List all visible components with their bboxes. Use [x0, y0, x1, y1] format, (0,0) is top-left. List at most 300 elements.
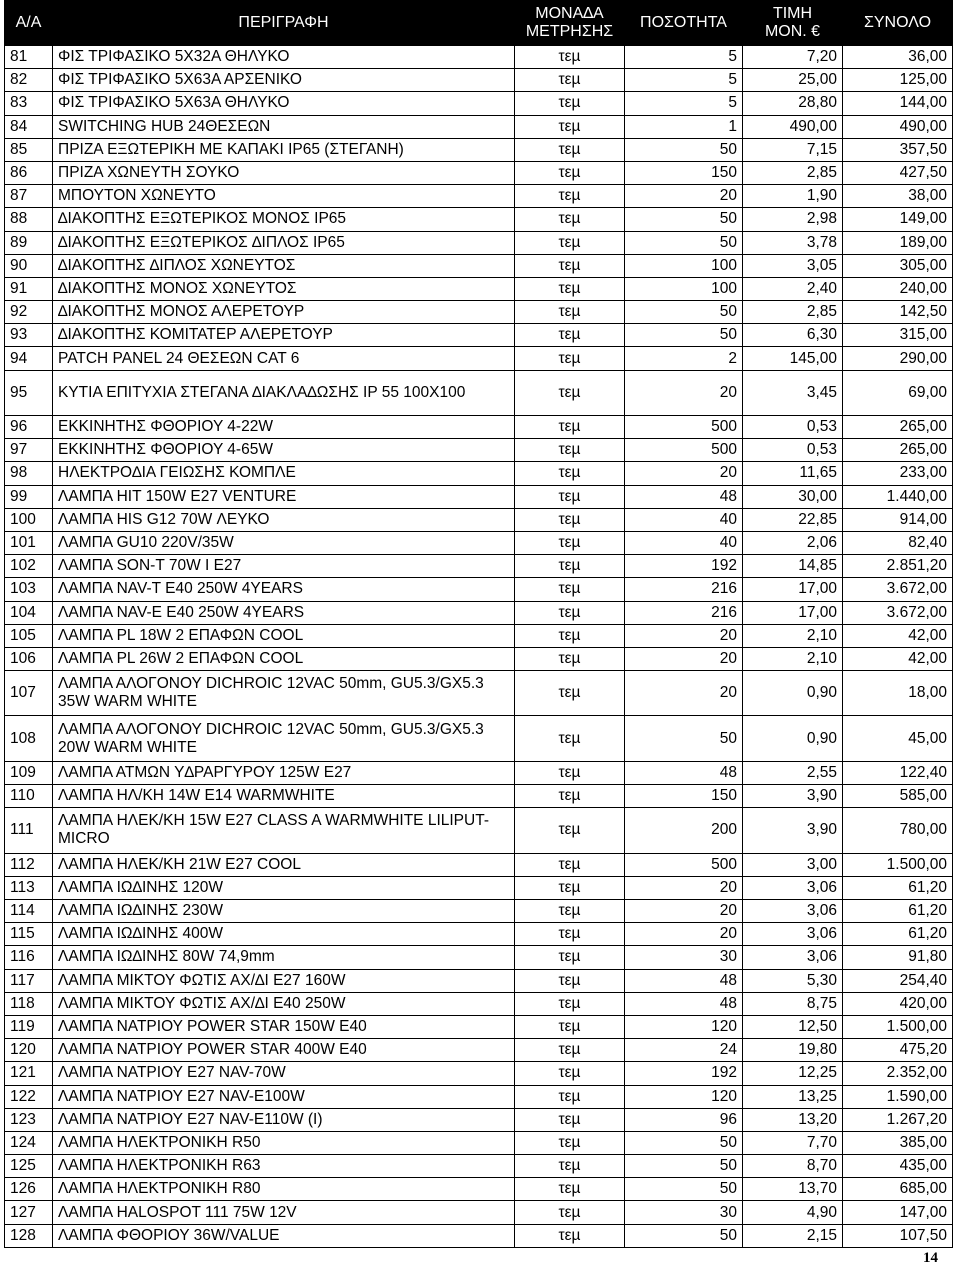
cell-number: 105: [5, 624, 53, 647]
cell-unit-price: 7,70: [743, 1131, 843, 1154]
cell-total: 585,00: [843, 785, 953, 808]
cell-quantity: 120: [625, 1015, 743, 1038]
cell-description: ∆ΙΑΚΟΠΤΗΣ ΜΟΝΟΣ ΧΩΝΕΥΤΟΣ: [53, 277, 515, 300]
cell-quantity: 216: [625, 578, 743, 601]
table-row: [5, 347, 953, 370]
cell-description: ΛΑΜΠΑ ΗΛ/ΚΗ 14W E14 WARMWHITE: [53, 785, 515, 808]
cell-description: ΛΑΜΠΑ ΙΩ∆ΙΝΗΣ 400W: [53, 923, 515, 946]
cell-total: 42,00: [843, 624, 953, 647]
cell-description: ∆ΙΑΚΟΠΤΗΣ ∆ΙΠΛΟΣ ΧΩΝΕΥΤΟΣ: [53, 254, 515, 277]
cell-quantity: 500: [625, 853, 743, 876]
header-description: ΠΕΡΙΓΡΑΦΗ: [53, 1, 515, 46]
cell-unit-price: 3,06: [743, 923, 843, 946]
price-table: [4, 0, 953, 1248]
cell-unit-price: 2,85: [743, 161, 843, 184]
table-row: [5, 601, 953, 624]
cell-description: ΛΑΜΠΑ ΝΑΤΡΙΟΥ E27 NAV-70W: [53, 1062, 515, 1085]
cell-description: ΛΑΜΠΑ GU10 220V/35W: [53, 531, 515, 554]
cell-unit-price: 17,00: [743, 578, 843, 601]
header-unit-line2: ΜΕΤΡΗΣΗΣ: [525, 23, 614, 40]
table-row: [5, 1108, 953, 1131]
cell-number: 114: [5, 900, 53, 923]
cell-total: 189,00: [843, 231, 953, 254]
cell-description: ΛΑΜΠΑ PL 18W 2 ΕΠΑΦΩΝ COOL: [53, 624, 515, 647]
cell-number: 83: [5, 92, 53, 115]
cell-total: 1.440,00: [843, 485, 953, 508]
cell-number: 115: [5, 923, 53, 946]
cell-number: 98: [5, 462, 53, 485]
cell-number: 91: [5, 277, 53, 300]
table-row: [5, 439, 953, 462]
cell-description: ΦΙΣ ΤΡΙΦΑΣΙΚΟ 5Χ32Α ΘΗΛΥΚΟ: [53, 46, 515, 69]
cell-total: 420,00: [843, 992, 953, 1015]
cell-unit-price: 13,70: [743, 1178, 843, 1201]
table-row: [5, 370, 953, 415]
cell-quantity: 40: [625, 531, 743, 554]
cell-total: 107,50: [843, 1224, 953, 1247]
cell-unit: τεµ: [515, 1085, 625, 1108]
cell-unit-price: 3,06: [743, 946, 843, 969]
cell-quantity: 216: [625, 601, 743, 624]
cell-description: ΦΙΣ ΤΡΙΦΑΣΙΚΟ 5Χ63Α ΑΡΣΕΝΙΚΟ: [53, 69, 515, 92]
cell-unit-price: 3,05: [743, 254, 843, 277]
table-row: [5, 1201, 953, 1224]
cell-description: ΦΙΣ ΤΡΙΦΑΣΙΚΟ 5Χ63Α ΘΗΛΥΚΟ: [53, 92, 515, 115]
cell-quantity: 50: [625, 208, 743, 231]
cell-total: 1.500,00: [843, 853, 953, 876]
cell-description: ΛΑΜΠΑ ΗΛΕΚ/ΚΗ 21W E27 COOL: [53, 853, 515, 876]
cell-description: ΛΑΜΠΑ NAV-E E40 250W 4YEARS: [53, 601, 515, 624]
cell-unit-price: 2,85: [743, 301, 843, 324]
cell-total: 36,00: [843, 46, 953, 69]
cell-description: ΠΡΙΖΑ ΕΞΩΤΕΡΙΚΗ ΜΕ ΚΑΠΑΚΙ IP65 (ΣΤΕΓΑΝΗ): [53, 138, 515, 161]
cell-unit-price: 4,90: [743, 1201, 843, 1224]
cell-number: 101: [5, 531, 53, 554]
cell-total: 91,80: [843, 946, 953, 969]
cell-unit: τεµ: [515, 161, 625, 184]
cell-unit: τεµ: [515, 923, 625, 946]
cell-number: 104: [5, 601, 53, 624]
table-row: [5, 1039, 953, 1062]
cell-total: 233,00: [843, 462, 953, 485]
cell-total: 42,00: [843, 647, 953, 670]
cell-number: 119: [5, 1015, 53, 1038]
table-row: [5, 69, 953, 92]
cell-unit: τεµ: [515, 208, 625, 231]
cell-total: 240,00: [843, 277, 953, 300]
cell-description: SWITCHING HUB 24ΘΕΣΕΩΝ: [53, 115, 515, 138]
cell-unit: τεµ: [515, 647, 625, 670]
cell-total: 475,20: [843, 1039, 953, 1062]
cell-quantity: 120: [625, 1085, 743, 1108]
cell-quantity: 20: [625, 923, 743, 946]
cell-description: ∆ΙΑΚΟΠΤΗΣ ΕΞΩΤΕΡΙΚΟΣ ΜΟΝΟΣ IP65: [53, 208, 515, 231]
cell-description: ΛΑΜΠΑ ΝΑΤΡΙΟΥ POWER STAR 400W E40: [53, 1039, 515, 1062]
cell-total: 18,00: [843, 671, 953, 716]
cell-total: 1.590,00: [843, 1085, 953, 1108]
cell-total: 125,00: [843, 69, 953, 92]
cell-quantity: 50: [625, 138, 743, 161]
cell-quantity: 50: [625, 1131, 743, 1154]
cell-unit: τεµ: [515, 716, 625, 761]
cell-number: 111: [5, 808, 53, 853]
table-row: [5, 716, 953, 761]
cell-description: ∆ΙΑΚΟΠΤΗΣ ΕΞΩΤΕΡΙΚΟΣ ∆ΙΠΛΟΣ IP65: [53, 231, 515, 254]
table-row: [5, 969, 953, 992]
cell-unit-price: 8,70: [743, 1155, 843, 1178]
cell-total: 914,00: [843, 508, 953, 531]
cell-description: ΗΛΕΚΤΡΟ∆ΙΑ ΓΕΙΩΣΗΣ ΚΟΜΠΛΕ: [53, 462, 515, 485]
cell-number: 99: [5, 485, 53, 508]
cell-number: 113: [5, 876, 53, 899]
cell-unit: τεµ: [515, 992, 625, 1015]
cell-number: 120: [5, 1039, 53, 1062]
cell-unit: τεµ: [515, 1108, 625, 1131]
cell-quantity: 20: [625, 647, 743, 670]
cell-number: 118: [5, 992, 53, 1015]
cell-number: 84: [5, 115, 53, 138]
cell-quantity: 50: [625, 301, 743, 324]
cell-total: 305,00: [843, 254, 953, 277]
cell-description: PATCH PANEL 24 ΘΕΣΕΩΝ CAT 6: [53, 347, 515, 370]
cell-number: 81: [5, 46, 53, 69]
cell-description: ΛΑΜΠΑ ΗΛΕΚΤΡΟΝΙΚΗ R63: [53, 1155, 515, 1178]
table-row: [5, 531, 953, 554]
cell-number: 108: [5, 716, 53, 761]
cell-description: ΛΑΜΠΑ ΙΩ∆ΙΝΗΣ 120W: [53, 876, 515, 899]
cell-unit: τεµ: [515, 324, 625, 347]
table-row: [5, 508, 953, 531]
cell-quantity: 50: [625, 324, 743, 347]
cell-unit: τεµ: [515, 254, 625, 277]
cell-unit-price: 3,06: [743, 900, 843, 923]
table-row: [5, 485, 953, 508]
cell-number: 128: [5, 1224, 53, 1247]
cell-number: 103: [5, 578, 53, 601]
header-total: ΣΥΝΟΛΟ: [843, 1, 953, 46]
cell-total: 315,00: [843, 324, 953, 347]
cell-unit-price: 3,90: [743, 808, 843, 853]
cell-total: 254,40: [843, 969, 953, 992]
table-row: [5, 1224, 953, 1247]
cell-quantity: 100: [625, 254, 743, 277]
table-row: [5, 578, 953, 601]
table-row: [5, 46, 953, 69]
cell-description: ΛΑΜΠΑ ΜΙΚΤΟΥ ΦΩΤΙΣ ΑΧ/∆Ι Ε27 160W: [53, 969, 515, 992]
cell-unit-price: 5,30: [743, 969, 843, 992]
table-row: [5, 138, 953, 161]
cell-unit-price: 8,75: [743, 992, 843, 1015]
cell-unit: τεµ: [515, 876, 625, 899]
table-row: [5, 1155, 953, 1178]
cell-quantity: 48: [625, 485, 743, 508]
cell-number: 112: [5, 853, 53, 876]
page-number: 14: [923, 1250, 938, 1266]
cell-unit: τεµ: [515, 555, 625, 578]
table-row: [5, 853, 953, 876]
cell-total: 427,50: [843, 161, 953, 184]
cell-description: ∆ΙΑΚΟΠΤΗΣ ΚΟΜΙΤΑΤΕΡ ΑΛΕΡΕΤΟΥΡ: [53, 324, 515, 347]
cell-unit-price: 2,06: [743, 531, 843, 554]
cell-unit: τεµ: [515, 301, 625, 324]
table-row: [5, 185, 953, 208]
cell-quantity: 20: [625, 462, 743, 485]
cell-quantity: 192: [625, 1062, 743, 1085]
cell-unit: τεµ: [515, 439, 625, 462]
table-row: [5, 301, 953, 324]
cell-total: 685,00: [843, 1178, 953, 1201]
cell-number: 126: [5, 1178, 53, 1201]
cell-description: ΛΑΜΠΑ ΝΑΤΡΙΟΥ E27 NAV-E110W (I): [53, 1108, 515, 1131]
table-row: [5, 161, 953, 184]
table-row: [5, 647, 953, 670]
cell-total: 357,50: [843, 138, 953, 161]
cell-unit-price: 0,53: [743, 439, 843, 462]
cell-total: 45,00: [843, 716, 953, 761]
cell-description: ΛΑΜΠΑ ΦΘΟΡΙΟΥ 36W/VALUE: [53, 1224, 515, 1247]
cell-total: 3.672,00: [843, 601, 953, 624]
cell-unit: τεµ: [515, 277, 625, 300]
cell-unit-price: 3,78: [743, 231, 843, 254]
table-body: [5, 46, 953, 1248]
cell-total: 122,40: [843, 761, 953, 784]
cell-description: ΛΑΜΠΑ ΜΙΚΤΟΥ ΦΩΤΙΣ ΑΧ/∆Ι Ε40 250W: [53, 992, 515, 1015]
cell-quantity: 192: [625, 555, 743, 578]
header-price: [743, 1, 843, 46]
cell-description: ΛΑΜΠΑ HALOSPOT 111 75W 12V: [53, 1201, 515, 1224]
cell-description: ΛΑΜΠΑ ΑΛΟΓΟΝΟΥ DICHROIC 12VAC 50mm, GU5.3/GX5.3 20W WARM WHITE: [53, 716, 515, 761]
cell-description: ΛΑΜΠΑ ΗΛΕΚ/ΚΗ 15W E27 CLASS A WARMWHITE LILIPUT-MICRO: [53, 808, 515, 853]
cell-description: ΛΑΜΠΑ PL 26W 2 ΕΠΑΦΩΝ COOL: [53, 647, 515, 670]
cell-unit: τεµ: [515, 138, 625, 161]
cell-quantity: 150: [625, 161, 743, 184]
cell-unit-price: 13,25: [743, 1085, 843, 1108]
cell-unit: τεµ: [515, 1224, 625, 1247]
table-row: [5, 92, 953, 115]
cell-unit-price: 2,10: [743, 624, 843, 647]
cell-unit: τεµ: [515, 416, 625, 439]
cell-quantity: 20: [625, 624, 743, 647]
table-row: [5, 231, 953, 254]
cell-unit-price: 14,85: [743, 555, 843, 578]
cell-unit: τεµ: [515, 853, 625, 876]
table-row: [5, 624, 953, 647]
cell-total: 82,40: [843, 531, 953, 554]
cell-unit-price: 1,90: [743, 185, 843, 208]
cell-number: 89: [5, 231, 53, 254]
cell-quantity: 500: [625, 439, 743, 462]
cell-unit-price: 17,00: [743, 601, 843, 624]
cell-quantity: 5: [625, 92, 743, 115]
cell-total: 490,00: [843, 115, 953, 138]
cell-number: 124: [5, 1131, 53, 1154]
cell-unit: τεµ: [515, 69, 625, 92]
cell-unit: τεµ: [515, 761, 625, 784]
cell-number: 90: [5, 254, 53, 277]
header-aa: Α/Α: [5, 1, 53, 46]
cell-quantity: 20: [625, 876, 743, 899]
cell-description: ΛΑΜΠΑ ΗΛΕΚΤΡΟΝΙΚΗ R50: [53, 1131, 515, 1154]
cell-description: ΕΚΚΙΝΗΤΗΣ ΦΘΟΡΙΟΥ 4-22W: [53, 416, 515, 439]
cell-unit-price: 2,55: [743, 761, 843, 784]
table-row: [5, 946, 953, 969]
cell-unit: τεµ: [515, 231, 625, 254]
cell-unit: τεµ: [515, 462, 625, 485]
cell-unit-price: 0,53: [743, 416, 843, 439]
table-row: [5, 555, 953, 578]
table-row: [5, 785, 953, 808]
table-row: [5, 761, 953, 784]
cell-unit-price: 2,15: [743, 1224, 843, 1247]
cell-unit: τεµ: [515, 578, 625, 601]
cell-quantity: 50: [625, 231, 743, 254]
cell-unit: τεµ: [515, 1062, 625, 1085]
cell-description: ΛΑΜΠΑ NAV-T E40 250W 4YEARS: [53, 578, 515, 601]
cell-unit-price: 6,30: [743, 324, 843, 347]
cell-number: 96: [5, 416, 53, 439]
cell-description: ΛΑΜΠΑ ΝΑΤΡΙΟΥ E27 NAV-E100W: [53, 1085, 515, 1108]
cell-description: ΛΑΜΠΑ HIS G12 70W ΛΕΥΚΟ: [53, 508, 515, 531]
cell-quantity: 48: [625, 992, 743, 1015]
table-row: [5, 1178, 953, 1201]
cell-description: ΕΚΚΙΝΗΤΗΣ ΦΘΟΡΙΟΥ 4-65W: [53, 439, 515, 462]
cell-unit-price: 145,00: [743, 347, 843, 370]
table-row: [5, 876, 953, 899]
cell-quantity: 20: [625, 370, 743, 415]
cell-unit: τεµ: [515, 115, 625, 138]
cell-unit: τεµ: [515, 508, 625, 531]
cell-unit-price: 2,10: [743, 647, 843, 670]
cell-number: 87: [5, 185, 53, 208]
cell-description: ∆ΙΑΚΟΠΤΗΣ ΜΟΝΟΣ ΑΛΕΡΕΤΟΥΡ: [53, 301, 515, 324]
cell-unit-price: 3,06: [743, 876, 843, 899]
cell-total: 61,20: [843, 900, 953, 923]
table-row: [5, 115, 953, 138]
cell-quantity: 50: [625, 1178, 743, 1201]
cell-number: 92: [5, 301, 53, 324]
table-row: [5, 808, 953, 853]
cell-unit: τεµ: [515, 92, 625, 115]
cell-total: 1.267,20: [843, 1108, 953, 1131]
cell-quantity: 20: [625, 185, 743, 208]
cell-description: ΛΑΜΠΑ ΗΛΕΚΤΡΟΝΙΚΗ R80: [53, 1178, 515, 1201]
cell-unit: τεµ: [515, 347, 625, 370]
cell-unit: τεµ: [515, 785, 625, 808]
cell-quantity: 5: [625, 46, 743, 69]
cell-description: ΛΑΜΠΑ ΝΑΤΡΙΟΥ POWER STAR 150W E40: [53, 1015, 515, 1038]
cell-total: 265,00: [843, 416, 953, 439]
table-row: [5, 1131, 953, 1154]
cell-total: 3.672,00: [843, 578, 953, 601]
table-row: [5, 1062, 953, 1085]
cell-total: 69,00: [843, 370, 953, 415]
cell-quantity: 48: [625, 969, 743, 992]
cell-quantity: 40: [625, 508, 743, 531]
cell-unit-price: 13,20: [743, 1108, 843, 1131]
cell-quantity: 150: [625, 785, 743, 808]
cell-unit: τεµ: [515, 531, 625, 554]
table-row: [5, 992, 953, 1015]
cell-description: ΛΑΜΠΑ ΑΛΟΓΟΝΟΥ DICHROIC 12VAC 50mm, GU5.3/GX5.3 35W WARM WHITE: [53, 671, 515, 716]
cell-quantity: 2: [625, 347, 743, 370]
cell-unit: τεµ: [515, 185, 625, 208]
cell-total: 149,00: [843, 208, 953, 231]
cell-unit: τεµ: [515, 1039, 625, 1062]
cell-number: 117: [5, 969, 53, 992]
table-row: [5, 923, 953, 946]
cell-quantity: 50: [625, 1155, 743, 1178]
cell-unit-price: 7,15: [743, 138, 843, 161]
cell-total: 1.500,00: [843, 1015, 953, 1038]
cell-unit: τεµ: [515, 370, 625, 415]
cell-number: 82: [5, 69, 53, 92]
cell-unit: τεµ: [515, 485, 625, 508]
cell-quantity: 500: [625, 416, 743, 439]
cell-number: 100: [5, 508, 53, 531]
cell-unit: τεµ: [515, 1015, 625, 1038]
cell-quantity: 1: [625, 115, 743, 138]
cell-quantity: 50: [625, 716, 743, 761]
header-price-line2: ΜΟΝ. €: [764, 23, 821, 40]
cell-unit-price: 0,90: [743, 716, 843, 761]
cell-unit: τεµ: [515, 946, 625, 969]
header-unit-line1: ΜΟΝΑ∆Α: [535, 5, 604, 22]
cell-unit-price: 2,98: [743, 208, 843, 231]
cell-unit: τεµ: [515, 808, 625, 853]
cell-quantity: 30: [625, 946, 743, 969]
cell-unit-price: 3,90: [743, 785, 843, 808]
cell-unit: τεµ: [515, 1201, 625, 1224]
cell-description: ΜΠΟΥΤΟΝ ΧΩΝΕΥΤΟ: [53, 185, 515, 208]
cell-description: ΛΑΜΠΑ SON-T 70W I E27: [53, 555, 515, 578]
cell-number: 127: [5, 1201, 53, 1224]
cell-unit-price: 0,90: [743, 671, 843, 716]
table-row: [5, 900, 953, 923]
cell-total: 435,00: [843, 1155, 953, 1178]
cell-description: ΛΑΜΠΑ ΑΤΜΩΝ Υ∆ΡΑΡΓΥΡΟΥ 125W E27: [53, 761, 515, 784]
cell-unit-price: 30,00: [743, 485, 843, 508]
cell-quantity: 96: [625, 1108, 743, 1131]
header-quantity: ΠΟΣΟΤΗΤΑ: [625, 1, 743, 46]
cell-number: 110: [5, 785, 53, 808]
cell-unit: τεµ: [515, 46, 625, 69]
cell-number: 94: [5, 347, 53, 370]
table-row: [5, 277, 953, 300]
cell-quantity: 200: [625, 808, 743, 853]
cell-number: 107: [5, 671, 53, 716]
cell-number: 121: [5, 1062, 53, 1085]
table-row: [5, 254, 953, 277]
cell-description: ΛΑΜΠΑ ΙΩ∆ΙΝΗΣ 230W: [53, 900, 515, 923]
cell-total: 780,00: [843, 808, 953, 853]
cell-number: 97: [5, 439, 53, 462]
cell-description: ΛΑΜΠΑ ΙΩ∆ΙΝΗΣ 80W 74,9mm: [53, 946, 515, 969]
table-row: [5, 1015, 953, 1038]
cell-total: 2.851,20: [843, 555, 953, 578]
header-unit: [515, 1, 625, 46]
cell-total: 2.352,00: [843, 1062, 953, 1085]
cell-quantity: 50: [625, 1224, 743, 1247]
cell-quantity: 24: [625, 1039, 743, 1062]
cell-total: 385,00: [843, 1131, 953, 1154]
cell-unit-price: 25,00: [743, 69, 843, 92]
cell-number: 95: [5, 370, 53, 415]
cell-quantity: 20: [625, 900, 743, 923]
cell-unit-price: 12,25: [743, 1062, 843, 1085]
cell-number: 106: [5, 647, 53, 670]
cell-quantity: 5: [625, 69, 743, 92]
cell-total: 265,00: [843, 439, 953, 462]
